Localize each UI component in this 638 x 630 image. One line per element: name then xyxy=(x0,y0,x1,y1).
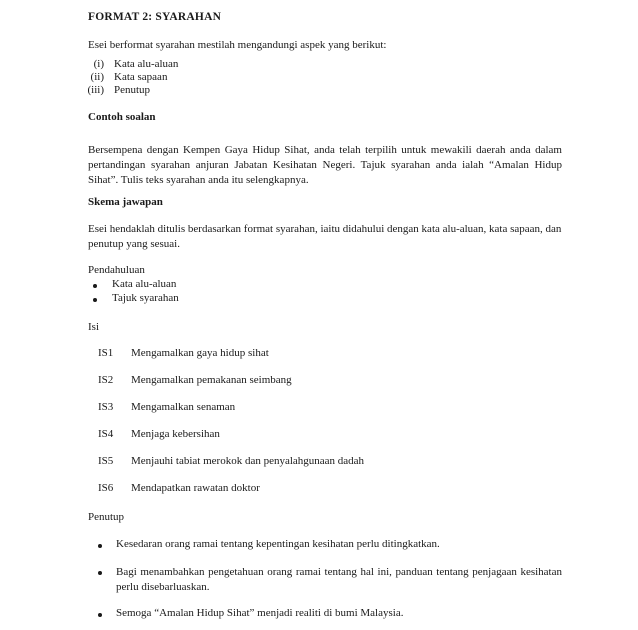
item-text: Mengamalkan pemakanan seimbang xyxy=(131,374,292,386)
item-code: IS3 xyxy=(98,401,114,413)
item-text: Menjaga kebersihan xyxy=(131,428,220,440)
isi-heading: Isi xyxy=(88,321,99,333)
list-item xyxy=(88,565,562,595)
list-item xyxy=(88,428,562,443)
pendahuluan-heading: Pendahuluan xyxy=(88,264,145,276)
bullet-icon xyxy=(98,613,102,617)
bullet-icon xyxy=(98,571,102,575)
answer-heading: Skema jawapan xyxy=(88,196,163,208)
list-item xyxy=(88,292,562,307)
list-item xyxy=(88,278,562,293)
list-number: (i) xyxy=(93,58,104,70)
list-item xyxy=(88,401,562,416)
list-number: (iii) xyxy=(87,84,104,96)
item-text: Mengamalkan gaya hidup sihat xyxy=(131,347,269,359)
list-text: Semoga “Amalan Hidup Sihat” menjadi realiti di bumi Malaysia. xyxy=(116,607,404,619)
question-heading: Contoh soalan xyxy=(88,111,156,123)
list-item xyxy=(88,84,288,98)
answer-intro: Esei hendaklah ditulis berdasarkan format syarahan, iaitu didahului dengan kata alu-aluan, kata sapaan, dan penutup yang sesuai. xyxy=(88,223,562,250)
item-text: Menjauhi tabiat merokok dan penyalahgunaan dadah xyxy=(131,455,365,467)
list-item xyxy=(88,607,562,622)
bullet-icon xyxy=(98,544,102,548)
list-item xyxy=(88,538,562,553)
item-code: IS5 xyxy=(98,455,114,467)
list-item xyxy=(88,482,562,497)
list-text: Tajuk syarahan xyxy=(112,292,179,304)
list-item xyxy=(88,347,562,362)
intro-text: Esei berformat syarahan mestilah mengandungi aspek yang berikut: xyxy=(88,39,387,51)
list-text: Kesedaran orang ramai tentang kepentingan kesihatan perlu ditingkatkan. xyxy=(116,538,440,550)
bullet-icon xyxy=(93,298,97,302)
item-text: Mendapatkan rawatan doktor xyxy=(131,482,260,494)
item-code: IS6 xyxy=(98,482,114,494)
list-number: (ii) xyxy=(90,71,104,83)
list-item xyxy=(88,374,562,389)
bullet-icon xyxy=(93,284,97,288)
list-item xyxy=(88,58,288,72)
page-title: FORMAT 2: SYARAHAN xyxy=(88,11,222,23)
item-code: IS4 xyxy=(98,428,114,440)
question-text: Bersempena dengan Kempen Gaya Hidup Sihat, anda telah terpilih untuk mewakili daerah anda dalam pertandingan syarahan anjuran Jabatan Kesihatan Negeri. Tajuk syarahan anda ialah “Amalan Hidup Sihat”. Tulis teks syarahan anda itu selengkapnya. xyxy=(88,144,562,186)
list-text: Kata sapaan xyxy=(114,71,168,83)
list-item xyxy=(88,71,288,85)
list-text: Penutup xyxy=(114,84,151,96)
item-code: IS2 xyxy=(98,374,114,386)
list-item xyxy=(88,455,562,470)
list-text: Kata alu-aluan xyxy=(114,58,179,70)
list-text: Bagi menambahkan pengetahuan orang ramai tentang hal ini, panduan tentang penjagaan kesihatan perlu disebarluaskan. xyxy=(116,566,562,593)
item-code: IS1 xyxy=(98,347,114,359)
penutup-heading: Penutup xyxy=(88,511,125,523)
list-text: Kata alu-aluan xyxy=(112,278,177,290)
item-text: Mengamalkan senaman xyxy=(131,401,236,413)
